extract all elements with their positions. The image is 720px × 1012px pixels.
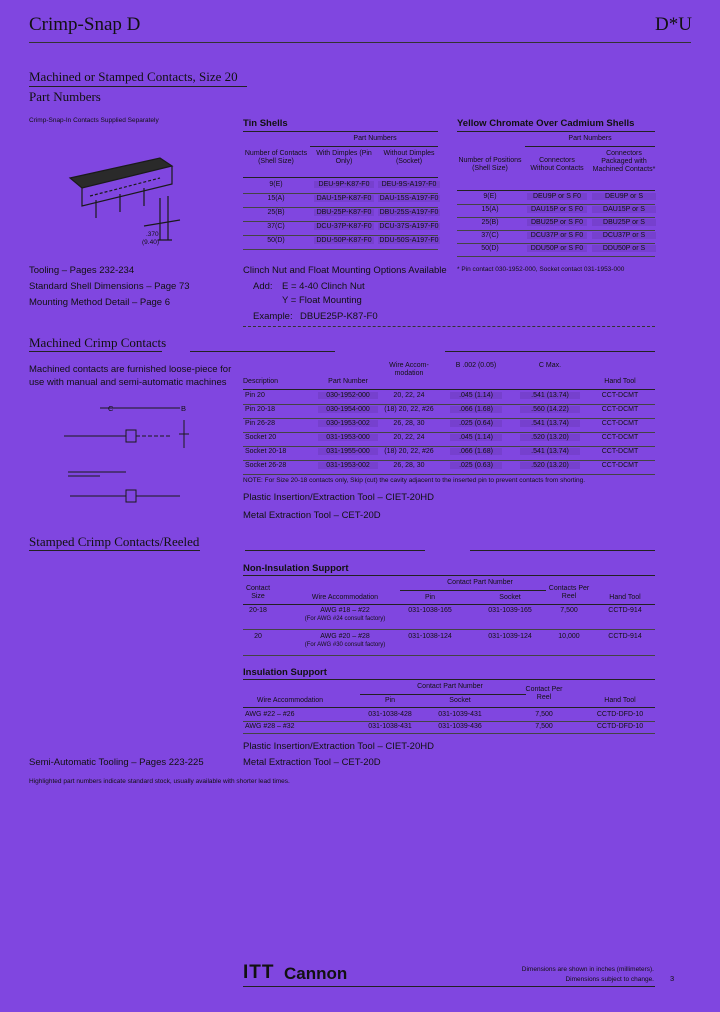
machined-row-rule bbox=[243, 460, 655, 461]
machined-row-cell: .025 (0.63) bbox=[450, 462, 502, 469]
non-ins-row-cell: AWG #20 – #28 bbox=[320, 633, 370, 640]
yellow-row-cell: 50(D) bbox=[481, 245, 499, 252]
tin-row-cell: 25(B) bbox=[267, 209, 285, 216]
tin-row-cell: DDU-50P-K87-F0 bbox=[314, 237, 374, 244]
tin-row-cell: 15(A) bbox=[267, 195, 285, 202]
non-ins-col-pin: Pin bbox=[424, 594, 436, 601]
ins-row-cell: 031-1038-428 bbox=[368, 711, 412, 718]
machined-col-c: C Max. bbox=[538, 362, 562, 369]
yellow-footnote: * Pin contact 030-1952-000, Socket contact 031-1953-000 bbox=[457, 266, 625, 273]
stamped-title: Stamped Crimp Contacts/Reeled bbox=[29, 534, 200, 549]
yellow-row-cell: DCU37P or S F0 bbox=[527, 232, 587, 239]
machined-row-cell: .066 (1.68) bbox=[450, 448, 502, 455]
machined-tool-plastic: Plastic Insertion/Extraction Tool – CIET-20HD bbox=[243, 492, 434, 503]
machined-col-hand-tool: Hand Tool bbox=[604, 378, 636, 385]
rule bbox=[245, 550, 425, 551]
options-example-value: DBUE25P-K87-F0 bbox=[300, 311, 378, 322]
yellow-col-packaged: Connectors Packaged with Machined Contacts* bbox=[592, 150, 656, 173]
machined-row-cell: Pin 20-18 bbox=[245, 406, 275, 413]
machined-row-cell: 26, 28, 30 bbox=[393, 462, 425, 469]
rule bbox=[310, 146, 438, 147]
ins-col-wire: Wire Accommodation bbox=[256, 697, 324, 704]
rule bbox=[29, 550, 200, 551]
non-ins-col-hand-tool: Hand Tool bbox=[609, 594, 641, 601]
machined-row-rule bbox=[243, 446, 655, 447]
yellow-row-rule bbox=[457, 217, 655, 218]
rule bbox=[457, 131, 655, 132]
non-ins-row-cell: 031-1039-124 bbox=[488, 633, 532, 640]
ins-col-hand-tool: Hand Tool bbox=[604, 697, 636, 704]
rule bbox=[445, 351, 655, 352]
machined-row-cell: .541 (13.74) bbox=[520, 448, 580, 455]
machined-row-cell: CCT-DCMT bbox=[601, 434, 639, 441]
ins-row-cell: 031-1038-431 bbox=[368, 723, 412, 730]
machined-row-rule bbox=[243, 418, 655, 419]
machined-row-cell: .541 (13.74) bbox=[520, 392, 580, 399]
yellow-row-cell: DEU9P or S F0 bbox=[527, 193, 587, 200]
machined-col-description: Description bbox=[243, 378, 279, 385]
dimension-c-label: C bbox=[108, 404, 114, 413]
ins-row-cell: CCTD-DFD-10 bbox=[596, 711, 644, 718]
ins-row-cell: CCTD-DFD-10 bbox=[596, 723, 644, 730]
machined-row-cell: 030-1954-000 bbox=[318, 406, 378, 413]
yellow-row-cell: DDU50P or S bbox=[592, 245, 656, 252]
rule bbox=[243, 326, 655, 327]
non-ins-row-cell: 031-1039-165 bbox=[488, 607, 532, 614]
non-ins-row-cell: 031-1038-165 bbox=[408, 607, 452, 614]
yellow-col-without: Connectors Without Contacts bbox=[530, 157, 584, 172]
ins-col-socket: Socket bbox=[449, 697, 471, 704]
dimension-label-mm: (9.40) bbox=[142, 239, 159, 246]
non-ins-row-cell: 031-1038-124 bbox=[408, 633, 452, 640]
tin-row-cell: DBU-25P-K87-F0 bbox=[314, 209, 374, 216]
tin-row-cell: DBU-25S-A197-F0 bbox=[379, 209, 439, 216]
tin-row-rule bbox=[243, 193, 438, 194]
section-rule bbox=[29, 86, 247, 87]
non-ins-row-cell: 7,500 bbox=[560, 607, 578, 614]
footer-rule bbox=[243, 986, 655, 987]
yellow-row-cell: DBU25P or S F0 bbox=[527, 219, 587, 226]
yellow-row-cell: 25(B) bbox=[481, 219, 499, 226]
machined-row-cell: 031-1953-002 bbox=[318, 462, 378, 469]
tin-row-rule bbox=[243, 221, 438, 222]
machined-row-cell: (18) 20, 22, #26 bbox=[384, 406, 434, 413]
ins-row-rule bbox=[243, 733, 655, 734]
ins-tool-metal: Metal Extraction Tool – CET-20D bbox=[243, 757, 381, 768]
machined-row-cell: CCT-DCMT bbox=[601, 448, 639, 455]
yellow-row-cell: 15(A) bbox=[481, 206, 499, 213]
machined-row-rule bbox=[243, 432, 655, 433]
connector-drawing bbox=[60, 148, 190, 258]
yellow-row-cell: DBU25P or S bbox=[592, 219, 656, 226]
insulation-title: Insulation Support bbox=[243, 667, 327, 678]
tin-group-header: Part Numbers bbox=[353, 135, 397, 142]
ins-row-cell: AWG #22 – #26 bbox=[245, 711, 295, 718]
tin-row-cell: DEU-9S-A197-F0 bbox=[378, 181, 440, 188]
non-ins-row-cell: AWG #18 – #22 bbox=[320, 607, 370, 614]
yellow-shells-title: Yellow Chromate Over Cadmium Shells bbox=[457, 118, 635, 129]
non-ins-col-wire: Wire Accommodation bbox=[311, 594, 379, 601]
dimension-b-label: B bbox=[181, 404, 187, 413]
disclaimer-change: Dimensions subject to change. bbox=[565, 976, 654, 983]
ins-row-rule bbox=[243, 721, 655, 722]
machined-row-cell: 030-1953-002 bbox=[318, 420, 378, 427]
options-example-label: Example: bbox=[253, 311, 293, 322]
rule bbox=[190, 351, 335, 352]
rule bbox=[243, 177, 438, 178]
rule bbox=[525, 146, 655, 147]
machined-row-cell: Socket 26-28 bbox=[245, 462, 287, 469]
non-ins-row-cell: 10,000 bbox=[558, 633, 580, 640]
yellow-row-rule bbox=[457, 230, 655, 231]
machined-row-cell: CCT-DCMT bbox=[601, 392, 639, 399]
page-title: Crimp-Snap D bbox=[29, 14, 141, 35]
disclaimer-units: Dimensions are shown in inches (millimeters). bbox=[521, 966, 654, 973]
machined-col-wire: Wire Accom-modation bbox=[389, 362, 429, 377]
machined-title: Machined Crimp Contacts bbox=[29, 335, 167, 350]
rule bbox=[360, 694, 526, 695]
machined-row-cell: 031-1955-000 bbox=[318, 448, 378, 455]
tin-row-cell: DEU-9P-K87-F0 bbox=[314, 181, 374, 188]
non-ins-row-rule bbox=[243, 655, 655, 656]
brand-itt: ITT bbox=[243, 962, 275, 983]
rule bbox=[243, 131, 438, 132]
machined-row-cell: .560 (14.22) bbox=[520, 406, 580, 413]
page-number: 3 bbox=[670, 974, 675, 983]
part-numbers-title: Part Numbers bbox=[29, 89, 101, 104]
yellow-row-rule bbox=[457, 256, 655, 257]
tin-col-contacts: Number of Contacts (Shell Size) bbox=[244, 150, 308, 165]
ins-row-cell: 7,500 bbox=[535, 723, 553, 730]
yellow-row-cell: DAU15P or S bbox=[592, 206, 656, 213]
rule bbox=[457, 190, 655, 191]
mounting-detail-link[interactable]: Mounting Method Detail – Page 6 bbox=[29, 297, 171, 308]
tin-shells-title: Tin Shells bbox=[243, 118, 288, 129]
shell-dimensions-link[interactable]: Standard Shell Dimensions – Page 73 bbox=[29, 281, 190, 292]
non-ins-group-header: Contact Part Number bbox=[447, 579, 513, 586]
option-clinch-nut: E = 4-40 Clinch Nut bbox=[282, 281, 365, 292]
machined-row-cell: 20, 22, 24 bbox=[393, 392, 425, 399]
machined-row-cell: 26, 28, 30 bbox=[393, 420, 425, 427]
options-add-label: Add: bbox=[253, 281, 273, 292]
option-float-mounting: Y = Float Mounting bbox=[282, 295, 362, 306]
semi-automatic-tooling-link[interactable]: Semi-Automatic Tooling – Pages 223-225 bbox=[29, 757, 204, 768]
tin-row-cell: 50(D) bbox=[267, 237, 285, 244]
rule bbox=[243, 604, 655, 605]
machined-row-cell: Pin 20 bbox=[245, 392, 265, 399]
ins-group-header: Contact Part Number bbox=[417, 683, 483, 690]
ins-row-cell: 031-1039-431 bbox=[438, 711, 482, 718]
non-ins-row-cell: CCTD-914 bbox=[608, 607, 642, 614]
tin-row-rule bbox=[243, 235, 438, 236]
contact-drawing bbox=[60, 396, 200, 516]
highlight-note: Highlighted part numbers indicate standard stock, usually available with shorter lead times. bbox=[29, 778, 290, 785]
tin-row-cell: DCU-37P-K87-F0 bbox=[314, 223, 374, 230]
tin-row-rule bbox=[243, 207, 438, 208]
machined-col-b: B .002 (0.05) bbox=[455, 362, 497, 369]
machined-row-cell: (18) 20, 22, #26 bbox=[384, 448, 434, 455]
ins-col-pin: Pin bbox=[384, 697, 396, 704]
series-code: D*U bbox=[655, 14, 692, 35]
tooling-link[interactable]: Tooling – Pages 232-234 bbox=[29, 265, 135, 276]
non-insulation-title: Non-Insulation Support bbox=[243, 563, 349, 574]
yellow-row-cell: DDU50P or S F0 bbox=[527, 245, 587, 252]
machined-row-cell: .025 (0.64) bbox=[450, 420, 502, 427]
options-title: Clinch Nut and Float Mounting Options Available bbox=[243, 265, 447, 276]
header-rule bbox=[29, 42, 691, 43]
rule bbox=[29, 351, 162, 352]
rule bbox=[243, 575, 655, 576]
machined-note: NOTE: For Size 20-18 contacts only, Skip (cut) the cavity adjacent to the inserted pin to prevent contacts from shorting. bbox=[243, 477, 586, 484]
machined-row-cell: Pin 26-28 bbox=[245, 420, 275, 427]
machined-row-cell: .541 (13.74) bbox=[520, 420, 580, 427]
rule bbox=[243, 679, 655, 680]
machined-tool-metal: Metal Extraction Tool – CET-20D bbox=[243, 510, 381, 521]
non-ins-row-rule bbox=[243, 629, 655, 630]
yellow-row-cell: 9(E) bbox=[483, 193, 497, 200]
tin-row-cell: DCU-37S-A197-F0 bbox=[379, 223, 439, 230]
tin-row-rule bbox=[243, 249, 438, 250]
tin-col-no-dimples: Without Dimples (Socket) bbox=[383, 150, 435, 165]
machined-row-cell: Socket 20 bbox=[245, 434, 277, 441]
yellow-row-cell: 37(C) bbox=[481, 232, 499, 239]
non-ins-col-socket: Socket bbox=[499, 594, 521, 601]
non-ins-col-per-reel: Contacts Per Reel bbox=[548, 585, 590, 600]
machined-row-cell: CCT-DCMT bbox=[601, 406, 639, 413]
section-title-contacts: Machined or Stamped Contacts, Size 20 bbox=[29, 69, 238, 84]
tin-col-dimples: With Dimples (Pin Only) bbox=[316, 150, 372, 165]
machined-row-rule bbox=[243, 474, 655, 475]
rule bbox=[243, 707, 655, 708]
non-ins-row-cell: (For AWG #24 consult factory) bbox=[304, 616, 386, 622]
dimension-label: .370 bbox=[146, 231, 159, 238]
rule bbox=[470, 550, 655, 551]
tin-row-cell: DAU-15P-K87-F0 bbox=[314, 195, 374, 202]
tin-row-cell: DDU-50S-A197-F0 bbox=[379, 237, 439, 244]
non-ins-row-cell: 20 bbox=[254, 633, 262, 640]
ins-tool-plastic: Plastic Insertion/Extraction Tool – CIET-20HD bbox=[243, 741, 434, 752]
yellow-col-positions: Number of Positions (Shell Size) bbox=[458, 157, 522, 172]
machined-row-cell: CCT-DCMT bbox=[601, 420, 639, 427]
machined-desc-2: use with manual and semi-automatic machines bbox=[29, 377, 227, 388]
yellow-row-cell: DEU9P or S bbox=[592, 193, 656, 200]
machined-row-cell: .520 (13.20) bbox=[520, 462, 580, 469]
machined-row-cell: Socket 20-18 bbox=[245, 448, 287, 455]
machined-desc-1: Machined contacts are furnished loose-piece for bbox=[29, 364, 232, 375]
rule bbox=[400, 590, 546, 591]
tin-row-cell: DAU-15S-A197-F0 bbox=[379, 195, 439, 202]
ins-row-cell: 031-1039-436 bbox=[438, 723, 482, 730]
brand-cannon: Cannon bbox=[284, 964, 348, 983]
machined-row-cell: .045 (1.14) bbox=[450, 434, 502, 441]
non-ins-row-cell: CCTD-914 bbox=[608, 633, 642, 640]
yellow-row-cell: DCU37P or S bbox=[592, 232, 656, 239]
ins-col-per-reel: Contact Per Reel bbox=[525, 686, 563, 701]
machined-row-cell: .066 (1.68) bbox=[450, 406, 502, 413]
machined-row-rule bbox=[243, 404, 655, 405]
ins-row-cell: AWG #28 – #32 bbox=[245, 723, 295, 730]
non-ins-row-cell: (For AWG #30 consult factory) bbox=[304, 642, 386, 648]
machined-row-cell: .045 (1.14) bbox=[450, 392, 502, 399]
non-ins-row-cell: 20-18 bbox=[249, 607, 267, 614]
tin-row-cell: 37(C) bbox=[267, 223, 285, 230]
connector-caption: Crimp-Snap-In Contacts Supplied Separately bbox=[29, 117, 159, 124]
rule bbox=[243, 389, 655, 390]
non-ins-col-size: Contact Size bbox=[245, 585, 271, 600]
machined-row-cell: 031-1953-000 bbox=[318, 434, 378, 441]
yellow-row-cell: DAU15P or S F0 bbox=[527, 206, 587, 213]
machined-col-part-number: Part Number bbox=[328, 378, 368, 385]
machined-row-cell: CCT-DCMT bbox=[601, 462, 639, 469]
machined-row-cell: 20, 22, 24 bbox=[393, 434, 425, 441]
tin-row-cell: 9(E) bbox=[269, 181, 283, 188]
yellow-row-rule bbox=[457, 204, 655, 205]
machined-row-cell: .520 (13.20) bbox=[520, 434, 580, 441]
yellow-row-rule bbox=[457, 243, 655, 244]
yellow-group-header: Part Numbers bbox=[568, 135, 612, 142]
ins-row-cell: 7,500 bbox=[535, 711, 553, 718]
machined-row-cell: 030-1952-000 bbox=[318, 392, 378, 399]
